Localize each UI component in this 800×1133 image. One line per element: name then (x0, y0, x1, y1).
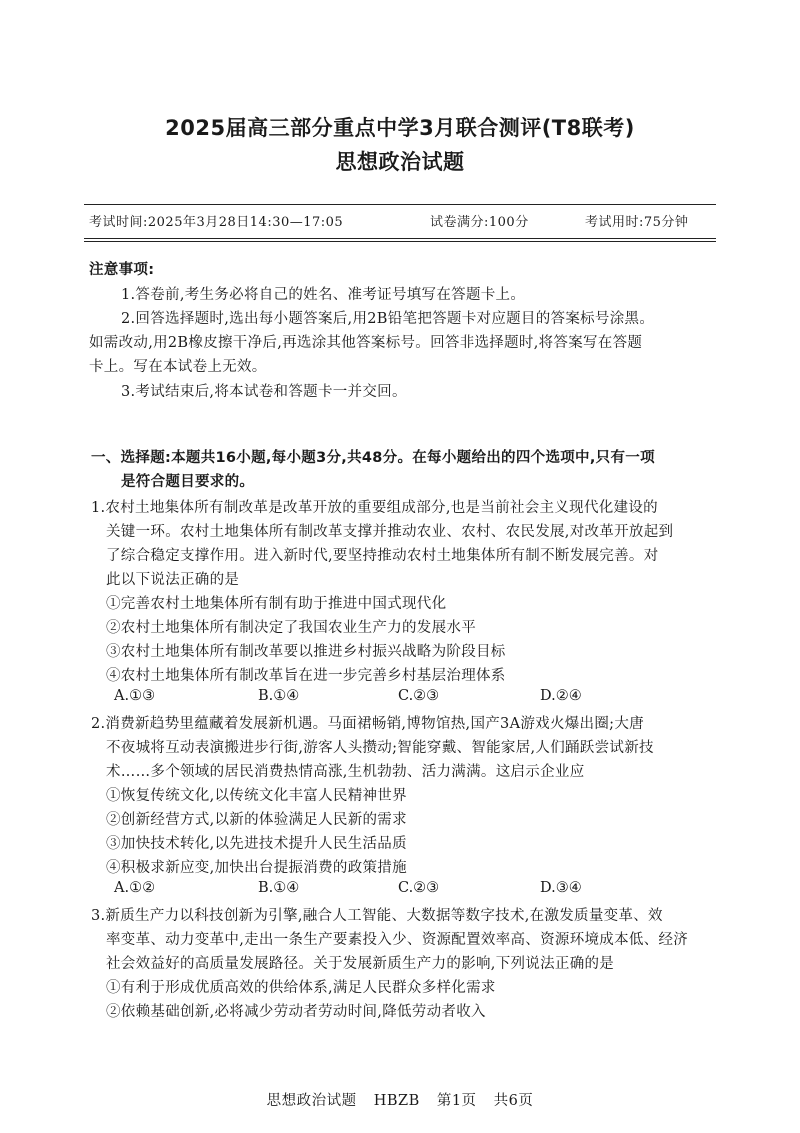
notice-line: 卡上。写在本试卷上无效。 (89, 359, 267, 375)
footer-code: HBZB (373, 1093, 420, 1109)
notice-line: 如需改动,用2B橡皮擦干净后,再选涂其他答案标号。回答非选择题时,将答案写在答题 (89, 335, 643, 351)
q2-option-c[interactable]: C.②③ (398, 880, 440, 896)
section-heading: 一、选择题:本题共16小题,每小题3分,共48分。在每小题给出的四个选项中,只有一项 (91, 450, 655, 466)
q1-item: ②农村土地集体所有制决定了我国农业生产力的发展水平 (106, 620, 476, 636)
q3-item: ①有利于形成优质高效的供给体系,满足人民群众多样化需求 (106, 980, 496, 996)
exam-time: 考试时间:2025年3月28日14:30—17:05 (89, 215, 344, 230)
q1-option-d[interactable]: D.②④ (540, 688, 582, 704)
q1-item: ①完善农村土地集体所有制有助于推进中国式现代化 (106, 596, 447, 612)
q1-item: ③农村土地集体所有制改革要以推进乡村振兴战略为阶段目标 (106, 644, 506, 660)
q2-option-d[interactable]: D.③④ (540, 880, 582, 896)
q1-stem: 关键一环。农村土地集体所有制改革支撑并推动农业、农村、农民发展,对改革开放起到 (106, 524, 674, 540)
q2-stem: 术……多个领域的居民消费热情高涨,生机勃勃、活力满满。这启示企业应 (106, 764, 585, 780)
q2-stem: 2.消费新趋势里蕴藏着发展新机遇。马面裙畅销,博物馆热,国产3A游戏火爆出圈;大唐 (91, 716, 644, 732)
q3-stem: 率变革、动力变革中,走出一条生产要素投入少、资源配置效率高、资源环境成本低、经济 (106, 932, 689, 948)
q2-stem: 不夜城将互动表演搬进步行街,游客人头攒动;智能穿戴、智能家居,人们踊跃尝试新技 (106, 740, 654, 756)
q1-item: ④农村土地集体所有制改革旨在进一步完善乡村基层治理体系 (106, 668, 506, 684)
q2-option-b[interactable]: B.①④ (258, 880, 300, 896)
header-rule-bottom (84, 238, 716, 239)
notice-line: 3.考试结束后,将本试卷和答题卡一并交回。 (121, 384, 407, 400)
q1-stem: 1.农村土地集体所有制改革是改革开放的重要组成部分,也是当前社会主义现代化建设的 (91, 500, 658, 516)
q2-item: ③加快技术转化,以先进技术提升人民生活品质 (106, 836, 407, 852)
page-footer (0, 1089, 800, 1110)
q1-stem: 此以下说法正确的是 (106, 572, 240, 588)
q2-item: ①恢复传统文化,以传统文化丰富人民精神世界 (106, 788, 407, 804)
q1-option-a[interactable]: A.①③ (114, 688, 156, 704)
q3-item: ②依赖基础创新,必将减少劳动者劳动时间,降低劳动者收入 (106, 1004, 486, 1020)
q1-option-c[interactable]: C.②③ (398, 688, 440, 704)
q3-stem: 社会效益好的高质量发展路径。关于发展新质生产力的影响,下列说法正确的是 (106, 956, 615, 972)
notice-heading: 注意事项: (89, 262, 155, 278)
exam-duration: 考试用时:75分钟 (585, 215, 689, 230)
notice-line: 2.回答选择题时,选出每小题答案后,用2B铅笔把答题卡对应题目的答案标号涂黑。 (121, 311, 655, 327)
q2-item: ④积极求新应变,加快出台提振消费的政策措施 (106, 860, 407, 876)
footer-subject: 思想政治试题 (266, 1093, 357, 1109)
header-rule-top (84, 204, 716, 205)
exam-subject-title: 思想政治试题 (335, 150, 465, 174)
exam-title: 2025届高三部分重点中学3月联合测评(T8联考) (165, 116, 635, 140)
footer-page-number: 第1页 (436, 1093, 477, 1109)
footer-total-pages: 共6页 (493, 1093, 534, 1109)
header-rule-bottom-double (84, 241, 716, 242)
notice-line: 1.答卷前,考生务必将自己的姓名、准考证号填写在答题卡上。 (121, 287, 526, 303)
exam-full-score: 试卷满分:100分 (430, 215, 529, 230)
q3-stem: 3.新质生产力以科技创新为引擎,融合人工智能、大数据等数字技术,在激发质量变革、效 (91, 908, 663, 924)
q2-item: ②创新经营方式,以新的体验满足人民新的需求 (106, 812, 407, 828)
q2-option-a[interactable]: A.①② (114, 880, 156, 896)
q1-option-b[interactable]: B.①④ (258, 688, 300, 704)
section-heading-cont: 是符合题目要求的。 (121, 474, 255, 490)
q1-stem: 了综合稳定支撑作用。进入新时代,要坚持推动农村土地集体所有制不断发展完善。对 (106, 548, 659, 564)
